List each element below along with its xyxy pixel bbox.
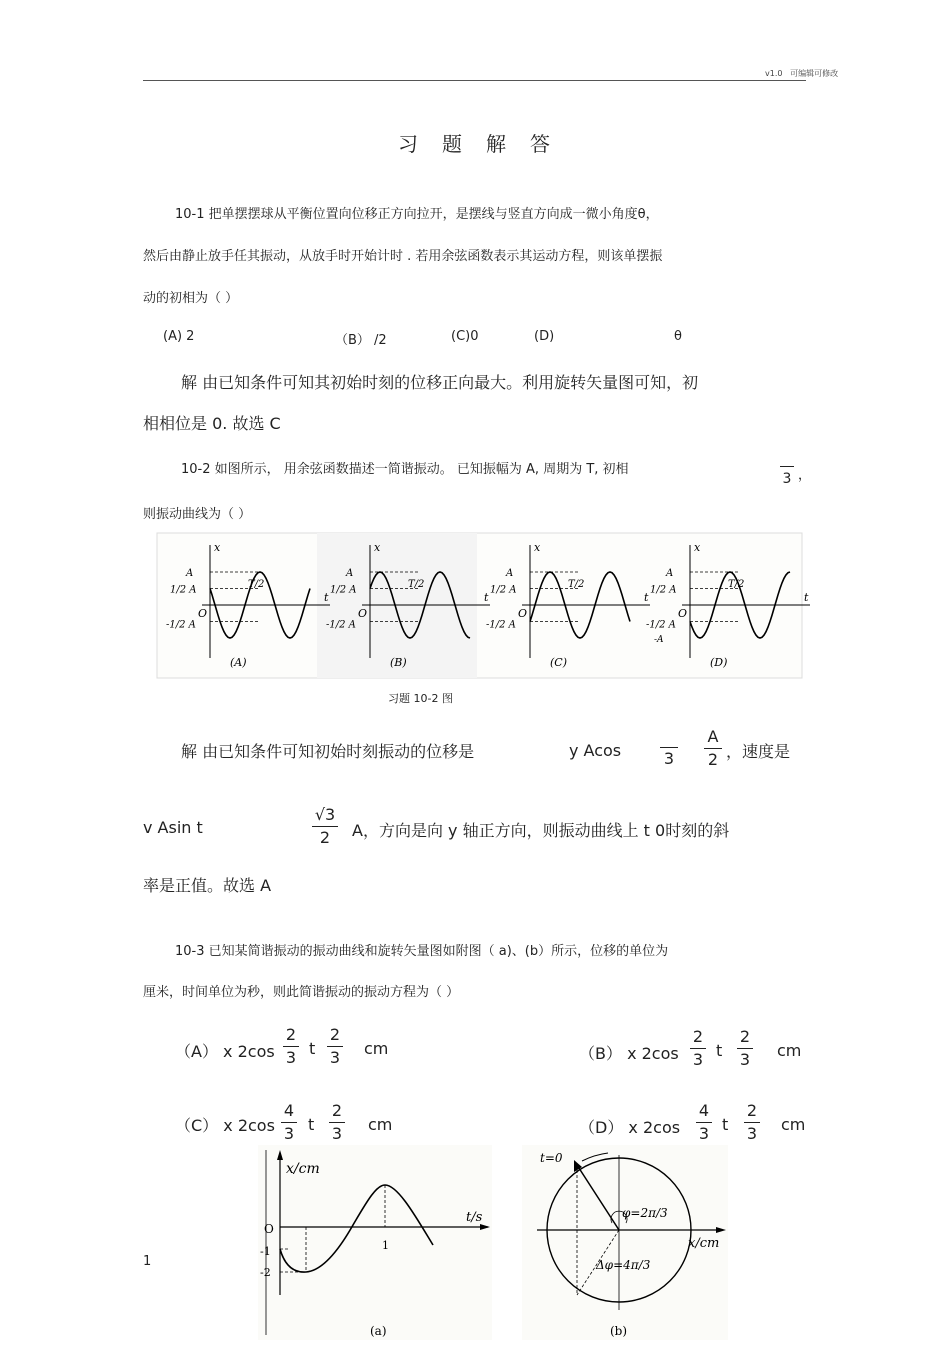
axis-label-t-s: t/s [466, 1210, 483, 1225]
q2-line2: 则振动曲线为（ ） [143, 507, 252, 522]
origin-label: O [264, 1222, 274, 1236]
page-number: 1 [143, 1254, 152, 1269]
panel-A-label: A [666, 568, 674, 579]
q3-option-a-unit: cm [364, 1039, 389, 1058]
header-rule [143, 80, 806, 81]
panel-half-label: 1/2 A [650, 584, 677, 596]
q3-option-a-frac2: 2 3 [327, 1025, 343, 1068]
panel-axis-label: x [694, 541, 701, 554]
q3-option-b: （B） x 2cos [579, 1044, 679, 1063]
q1-line2: 然后由静止放手任其振动，从放手时开始计时 . 若用余弦函数表示其运动方程，则该单摆振 [143, 249, 663, 264]
panel-neg-label: -1/2 A [166, 619, 196, 631]
q3-option-d-frac1: 4 3 [696, 1101, 712, 1144]
panel-A-label: A [506, 568, 514, 579]
panel-axis-label: x [534, 541, 541, 554]
panel-t-label: t [324, 591, 329, 604]
q2-line1: 10-2 如图所示， 用余弦函数描述一简谐振动。 已知振幅为 A, 周期为 T, 初相 [181, 462, 629, 477]
panel-A-label: A [186, 568, 194, 579]
panel-half-label: 1/2 A [490, 584, 517, 596]
header-version: v1.0 可编辑可修改 [765, 69, 839, 78]
panel-t-label: t [804, 591, 809, 604]
q1-option-c: (C)0 [451, 329, 479, 344]
panel-t-label: t [484, 591, 489, 604]
q2-solution-a: 解 由已知条件可知初始时刻振动的位移是 [181, 742, 475, 761]
tick-minus1: -1 [260, 1245, 271, 1258]
q3-option-a-t: t [309, 1039, 316, 1058]
panel-caption: (B) [390, 656, 407, 669]
q3-option-d-t: t [722, 1115, 729, 1134]
q2-figure-caption: 习题 10-2 图 [388, 692, 453, 705]
q1-line1: 10-1 把单摆摆球从平衡位置向位移正方向拉开，是摆线与竖直方向成一微小角度θ， [175, 207, 659, 222]
panel-negA-label: -A [654, 635, 664, 645]
delta-phi-label: Δφ=4π/3 [596, 1258, 651, 1272]
panel-caption: (D) [710, 656, 728, 669]
panel-axis-label: x [374, 541, 381, 554]
panel-caption: (A) [230, 656, 247, 669]
q3-option-c-unit: cm [368, 1115, 393, 1134]
q2-solution-b: ，速度是 [726, 742, 791, 761]
q1-solution-line2: 相相位是 0. 故选 C [143, 414, 281, 433]
q3-option-c-frac2: 2 3 [329, 1101, 345, 1144]
panel-T2-label: T/2 [728, 579, 745, 590]
q1-option-b: （B） /2 [335, 333, 387, 348]
page-title: 习题解答 [398, 132, 574, 156]
q3-option-a: （A） x 2cos [175, 1042, 275, 1061]
q2-solution-c: A，方向是向 y 轴正方向，则振动曲线上 t 0时刻的斜 [352, 821, 730, 840]
panel-T2-label: T/2 [248, 579, 265, 590]
panel-caption: (C) [550, 656, 567, 669]
q2-solution-d: 率是正值。故选 A [143, 876, 272, 895]
q3-option-b-frac1: 2 3 [690, 1027, 706, 1070]
q2-phase-fraction: 3 [780, 455, 794, 489]
figure-b-caption: (b) [610, 1324, 628, 1338]
q2-solution-frac3: √3 2 [312, 805, 338, 848]
t0-label: t=0 [540, 1151, 563, 1165]
q3-option-d-frac2: 2 3 [744, 1101, 760, 1144]
q3-option-d-unit: cm [781, 1115, 806, 1134]
q3-line2: 厘米，时间单位为秒，则此简谐振动的振动方程为（ ） [143, 985, 460, 1000]
panel-neg-label: -1/2 A [326, 619, 356, 631]
q2-solution-frac1: 3 [660, 727, 678, 769]
panel-neg-label: -1/2 A [486, 619, 516, 631]
panel-T2-label: T/2 [408, 579, 425, 590]
panel-half-label: 1/2 A [330, 584, 357, 596]
panel-origin-label: O [678, 607, 688, 620]
q2-solution-v: v Asin t [143, 818, 203, 837]
q1-line3: 动的初相为（ ） [143, 291, 239, 306]
q3-figure-a [258, 1145, 492, 1340]
q1-option-d-theta: θ [674, 329, 682, 344]
panel-t-label: t [644, 591, 649, 604]
panel-A-label: A [346, 568, 354, 579]
panel-origin-label: O [198, 607, 208, 620]
q1-option-d: (D) [534, 329, 555, 344]
q2-comma: ， [798, 468, 812, 483]
figure-a-caption: (a) [370, 1324, 387, 1338]
phi-label: φ=2π/3 [622, 1206, 668, 1220]
q1-option-a: (A) 2 [163, 329, 195, 344]
q3-option-b-frac2: 2 3 [737, 1027, 753, 1070]
q3-figure-b [522, 1145, 728, 1340]
panel-neg-label: -1/2 A [646, 619, 676, 631]
q2-figure [157, 533, 809, 678]
tick-minus2: -2 [260, 1266, 271, 1279]
panel-axis-label: x [214, 541, 221, 554]
q3-option-a-frac1: 2 3 [283, 1025, 299, 1068]
q1-solution-line1: 解 由已知条件可知其初始时刻的位移正向最大。利用旋转矢量图可知，初 [181, 373, 699, 392]
q2-solution-y: y Acos [569, 741, 622, 760]
q3-option-c-frac1: 4 3 [281, 1101, 297, 1144]
q3-line1: 10-3 已知某简谐振动的振动曲线和旋转矢量图如附图（ a)、(b）所示，位移的单位为 [175, 944, 669, 959]
panel-T2-label: T/2 [568, 579, 585, 590]
q3-option-c-t: t [308, 1115, 315, 1134]
q3-option-b-unit: cm [777, 1041, 802, 1060]
panel-half-label: 1/2 A [170, 584, 197, 596]
axis-label-x-cm: x/cm [286, 1161, 320, 1177]
panel-origin-label: O [518, 607, 528, 620]
panel-origin-label: O [358, 607, 368, 620]
q2-solution-frac2: A 2 [704, 727, 722, 770]
q3-option-b-t: t [716, 1041, 723, 1060]
tick-one: 1 [382, 1239, 389, 1252]
axis-label-x-cm: x/cm [688, 1236, 720, 1251]
q3-option-d: （D） x 2cos [579, 1118, 681, 1137]
q3-option-c: （C） x 2cos [175, 1116, 275, 1135]
